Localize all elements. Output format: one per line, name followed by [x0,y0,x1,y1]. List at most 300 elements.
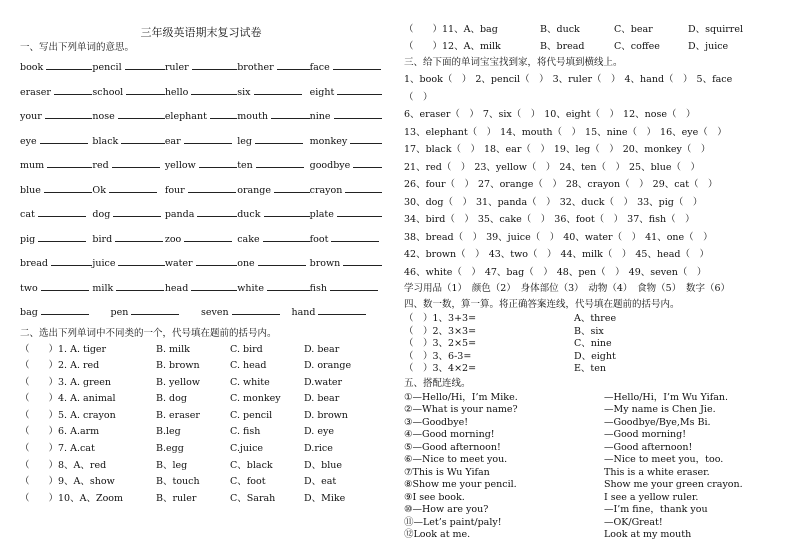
sort-item[interactable]: 45、head（ ） [635,249,709,261]
match-left[interactable]: ⑧Show me your pencil. [404,479,517,491]
choice-option: B. milk [156,343,190,355]
word-cell [237,203,309,228]
word-cell [165,179,237,204]
math-question[interactable]: （ ）3、6-3= [404,350,472,362]
choice-option: 4. A. animal [58,393,116,405]
section5-heading: 五、搭配连线。 [404,377,471,389]
word: six [237,86,251,98]
word: cake [237,233,260,245]
answer-blank[interactable] [318,303,366,315]
answer-paren[interactable]: （ ） [20,343,59,355]
word-cell [310,252,382,277]
word-cell [310,56,382,81]
answer-blank[interactable] [38,205,86,217]
answer-blank[interactable] [121,132,165,144]
answer-blank[interactable] [191,83,237,95]
match-right[interactable]: Look at my mouth [604,529,692,541]
word: white [237,282,264,294]
word: ten [237,160,253,171]
section2-heading: 二、选出下列单词中不同类的一个，代号填在题前的括号内。 [20,327,277,339]
match-row [404,504,784,517]
match-right[interactable]: —OK/Great! [604,516,663,528]
choice-option: D. eye [304,426,334,438]
answer-blank[interactable] [197,205,237,217]
word: brown [309,258,341,269]
answer-blank[interactable] [126,83,165,95]
word-row [20,130,382,155]
word: blue [20,184,41,196]
answer-blank[interactable] [277,58,310,70]
word: duck [237,209,261,220]
word-cell [92,81,164,106]
sort-item[interactable]: 7、six（ ） [482,109,541,121]
match-row [404,392,784,405]
word-row [20,203,382,228]
word: elephant [164,111,207,122]
answer-paren[interactable]: （ ） [20,376,59,388]
word: mouth [237,111,269,122]
answer-blank[interactable] [337,205,382,217]
word-cell [20,179,92,204]
sort-item[interactable]: 40、water（ ） [563,231,642,243]
sort-row [404,246,784,264]
choice-option: C. head [230,360,267,372]
section2-list [20,342,382,508]
word: pencil [92,62,122,73]
answer-blank[interactable] [196,254,238,266]
answer-blank[interactable] [331,230,379,242]
sort-item[interactable]: 5、face [696,74,733,86]
sort-row [404,124,784,142]
choice-option: 2. A. red [58,360,100,372]
choice-option: C、Sarah [230,492,276,504]
word: one [237,258,255,269]
word: ear [164,135,181,147]
choice-option: B. yellow [156,376,200,388]
word: black [92,135,119,147]
word: brother [237,62,274,73]
word: pig [20,233,36,245]
answer-paren[interactable]: （ ） [20,492,59,504]
match-right[interactable]: —Hello/Hi，I’m Wu Yifan. [604,391,729,403]
choice-option: D、Mike [304,492,346,504]
math-answer[interactable]: A、three [574,313,617,325]
word: face [309,62,330,73]
match-row [404,404,784,417]
match-row [404,479,784,492]
sort-item[interactable]: 18、ear（ ） [483,144,550,156]
choice-option: B.leg [156,426,181,438]
word: bag [20,307,38,318]
match-left[interactable]: ②—What is your name? [404,404,518,416]
sort-item[interactable]: 14、mouth（ ） [500,126,582,138]
word-cell [310,228,382,253]
math-row [404,326,784,339]
word-cell [310,130,382,155]
answer-blank[interactable] [118,254,164,266]
answer-paren[interactable]: （ ） [20,426,59,438]
section1-word-list [20,56,382,326]
choice-option: C. pencil [230,409,273,421]
word-cell [92,203,164,228]
word-cell [20,81,92,106]
answer-blank[interactable] [191,279,237,291]
sort-item[interactable]: 36、foot（ ） [554,214,624,226]
sort-item[interactable]: 15、nine（ ） [585,126,657,138]
match-right[interactable]: —Nice to meet you，too. [604,454,724,466]
word: school [92,86,124,98]
word-cell [165,56,237,81]
sort-item[interactable]: 33、pig（ ） [637,196,703,208]
answer-blank[interactable] [343,254,382,266]
word-cell [310,105,382,130]
math-answer[interactable]: E、ten [574,363,606,375]
word-cell [165,203,237,228]
answer-blank[interactable] [210,107,237,119]
word: ruler [164,62,189,73]
math-answer[interactable]: C、nine [574,338,612,350]
match-right[interactable]: —I’m fine，thank you [604,504,708,516]
answer-blank[interactable] [264,205,310,217]
math-answer[interactable]: B、six [574,325,604,337]
answer-paren[interactable]: （ ） [20,476,59,488]
match-right[interactable]: This is a white eraser. [604,466,710,478]
word: your [20,111,42,122]
answer-blank[interactable] [345,181,382,193]
word-cell [92,56,164,81]
choice-option: B. brown [156,360,200,372]
choice-option: 11、A、bag [442,24,498,35]
answer-blank[interactable] [46,58,92,70]
match-left[interactable]: ⑪—Let’s paint/paly! [404,516,502,528]
match-left[interactable]: ④—Good morning! [404,429,495,441]
word-cell [237,228,309,253]
word: cat [20,209,35,220]
answer-paren[interactable]: （ ） [20,360,59,372]
sort-row [404,141,784,159]
sort-item[interactable]: 28、crayon（ ） [565,179,649,191]
sort-item[interactable]: 13、elephant（ ） [404,126,497,138]
word: bread [20,258,48,269]
sort-item[interactable]: 44、milk（ ） [560,249,632,261]
word: crayon [309,184,343,196]
sort-item[interactable]: 46、white（ ） [404,266,481,278]
word-cell [237,154,309,179]
word-cell [292,301,383,326]
match-right[interactable]: —Good afternoon! [604,441,693,453]
word-cell [92,179,164,204]
match-left[interactable]: ⑥—Nice to meet you. [404,454,508,466]
answer-blank[interactable] [113,205,161,217]
match-left[interactable]: ⑫Look at me. [404,529,471,541]
choice-row [20,358,382,375]
answer-blank[interactable] [330,279,378,291]
sort-item[interactable]: 37、fish（ ） [627,214,695,226]
word: book [20,62,44,73]
answer-blank[interactable] [333,58,381,70]
answer-blank[interactable] [45,107,93,119]
choice-option: D、squirrel [688,24,743,35]
word-cell [20,203,92,228]
choice-row [20,474,382,491]
word-cell [237,105,309,130]
word: seven [201,307,229,318]
math-row [404,363,784,376]
word-cell [20,130,92,155]
choice-option: 8、A、red [58,459,107,471]
math-row [404,338,784,351]
sort-item[interactable]: 39、juice（ ） [486,231,560,243]
sort-item[interactable]: 32、duck（ ） [559,196,634,208]
answer-blank[interactable] [125,58,165,70]
word-cell [92,228,164,253]
match-row [404,529,784,542]
sort-item[interactable]: 38、bread（ ） [404,231,483,243]
sort-item[interactable]: 26、four（ ） [404,179,474,191]
sort-item[interactable]: 19、leg（ ） [553,144,619,156]
word-row [20,252,382,277]
choice-row [404,22,784,39]
math-row [404,351,784,364]
sort-item[interactable]: 31、panda（ ） [475,196,556,208]
word: nine [309,111,331,122]
answer-blank[interactable] [116,279,164,291]
sort-item[interactable]: 30、dog（ ） [404,196,472,208]
sort-item[interactable]: 49、seven（ ） [628,266,707,278]
match-left[interactable]: ⑦This is Wu Yifan [404,466,490,478]
word: panda [164,209,195,220]
word: plate [309,209,334,220]
word-row [20,179,382,204]
sort-item[interactable]: 1、book（ ） [404,74,472,86]
choice-option: D. orange [304,360,352,372]
answer-blank[interactable] [334,107,382,119]
answer-blank[interactable] [232,303,280,315]
sort-item[interactable]: 6、eraser（ ） [404,109,479,121]
math-question[interactable]: （ ）3、2×5= [404,338,477,350]
sort-item[interactable]: 42、brown（ ） [404,249,485,261]
word-cell [237,130,309,155]
sort-item[interactable]: 25、blue（ ） [629,161,700,173]
sort-item[interactable]: 4、hand（ ） [624,74,693,86]
choice-option: 10、A、Zoom [58,492,124,504]
word-row [20,277,382,302]
choice-option: 7. A.cat [58,443,95,455]
answer-blank[interactable] [115,230,163,242]
word: red [92,160,109,171]
answer-paren[interactable]: （ ） [20,393,59,405]
answer-blank[interactable] [263,230,310,242]
sort-item[interactable]: 16、eye（ ） [660,126,727,138]
match-left[interactable]: ⑤—Good afternoon! [404,441,501,453]
answer-blank[interactable] [109,181,157,193]
math-row [404,313,784,326]
word: bird [92,233,113,245]
answer-blank[interactable] [267,279,310,291]
section2-list-continued [404,22,784,55]
answer-blank[interactable] [131,303,179,315]
sort-item[interactable]: 23、yellow（ ） [474,161,556,173]
sort-item[interactable]: 12、nose（ ） [623,109,696,121]
word-cell [92,130,164,155]
answer-blank[interactable] [258,254,306,266]
choice-option: D. bear [304,343,340,355]
math-question[interactable]: （ ）2、3×3= [404,325,477,337]
sort-item[interactable]: 41、one（ ） [645,231,713,243]
word: eight [309,86,335,98]
left-column [20,0,382,507]
choice-option: D、eat [304,476,337,488]
word-cell [20,56,92,81]
choice-option: 1. A. tiger [58,343,107,355]
answer-paren[interactable]: （ ） [404,40,443,52]
answer-blank[interactable] [255,132,303,144]
word: eraser [20,86,51,98]
sort-item[interactable]: 24、ten（ ） [559,161,626,173]
choice-option: 3. A. green [58,376,111,388]
choice-row [20,408,382,425]
answer-blank[interactable] [184,132,232,144]
match-row [404,454,784,467]
match-left[interactable]: ①—Hello/Hi，I’m Mike. [404,391,518,403]
sort-item[interactable]: 35、cake（ ） [477,214,551,226]
sort-item[interactable]: 34、bird（ ） [404,214,474,226]
match-right[interactable]: Show me your green crayon. [604,479,743,491]
word-cell [310,154,382,179]
word: yellow [164,160,196,171]
sort-item[interactable]: 17、black（ ） [404,144,480,156]
word-cell [310,203,382,228]
word-cell [165,154,237,179]
section5-list [404,392,784,542]
word-cell [237,81,309,106]
answer-blank[interactable] [188,181,236,193]
word-cell [20,301,111,326]
answer-blank[interactable] [274,181,310,193]
choice-option: C. white [230,376,270,388]
choice-row [20,342,382,359]
word-cell [237,56,309,81]
answer-blank[interactable] [41,303,89,315]
sort-row [404,211,784,229]
word-cell [20,252,92,277]
sort-item[interactable]: 2、pencil（ ） [475,74,549,86]
word: leg [237,135,252,147]
sort-item[interactable]: 29、cat（ ） [652,179,718,191]
sort-row [404,229,784,247]
choice-row [20,441,382,458]
answer-blank[interactable] [353,156,382,168]
answer-blank[interactable] [54,83,93,95]
word-cell [165,81,237,106]
word: pen [110,307,129,318]
math-answer[interactable]: D、eight [574,350,616,362]
sort-item[interactable]: 3、ruler（ ） [552,74,621,86]
answer-blank[interactable] [51,254,92,266]
answer-blank[interactable] [40,132,88,144]
answer-blank[interactable] [271,107,310,119]
sort-item[interactable]: 48、pen（ ） [556,266,625,278]
word-cell [92,105,164,130]
math-question[interactable]: （ ）3、4×2= [404,363,477,375]
choice-row [20,491,382,508]
answer-paren[interactable]: （ ） [404,24,443,35]
choice-option: D.rice [304,443,333,455]
word-row [20,154,382,179]
answer-blank[interactable] [44,181,92,193]
word-row [20,228,382,253]
answer-blank[interactable] [112,156,160,168]
match-right[interactable]: I see a yellow ruler. [604,491,699,503]
answer-paren[interactable]: （ ） [20,443,59,455]
answer-blank[interactable] [118,107,165,119]
answer-blank[interactable] [192,58,238,70]
sort-item[interactable]: （ ） [404,91,433,103]
word-cell [237,277,309,302]
match-left[interactable]: ⑩—How are you? [404,504,489,516]
answer-paren[interactable]: （ ） [20,409,59,421]
match-right[interactable]: —Goodbye/Bye,Ms Bi. [604,416,711,428]
section1-heading: 一、写出下列单词的意思。 [20,42,135,53]
answer-blank[interactable] [337,83,382,95]
choice-option: B、duck [540,24,580,35]
answer-blank[interactable] [38,230,86,242]
choice-option: B、bread [540,40,585,52]
word-row [20,81,382,106]
choice-row [20,375,382,392]
answer-blank[interactable] [47,156,92,168]
sort-row [404,89,784,107]
answer-blank[interactable] [254,83,302,95]
answer-blank[interactable] [199,156,237,168]
match-left[interactable]: ⑨I see book. [404,491,465,503]
choice-option: B、ruler [156,492,197,504]
word-cell [92,154,164,179]
sort-item[interactable]: 10、eight（ ） [544,109,620,121]
sort-item[interactable]: 43、two（ ） [488,249,557,261]
word-row [20,56,382,81]
sort-item[interactable]: 21、red（ ） [404,161,471,173]
choice-option: 9、A、show [58,476,115,488]
word-cell [310,179,382,204]
answer-blank[interactable] [256,156,304,168]
choice-option: 12、A、milk [442,40,501,52]
choice-option: D、blue [304,459,342,471]
word-cell [20,228,92,253]
word: Ok [92,184,106,196]
choice-option: D. bear [304,393,340,405]
answer-blank[interactable] [350,132,382,144]
sort-item[interactable]: 27、orange（ ） [477,179,562,191]
answer-blank[interactable] [41,279,89,291]
word: monkey [309,135,348,147]
math-question[interactable]: （ ）1、3+3= [404,313,477,325]
sort-item[interactable]: 20、monkey（ ） [622,144,711,156]
match-right[interactable]: —Good morning! [604,429,687,441]
choice-option: D. brown [304,409,348,421]
section4-list [404,313,784,376]
match-left[interactable]: ③—Goodbye! [404,416,469,428]
word-cell [20,105,92,130]
page-title: 三年级英语期末复习试卷 [140,26,262,39]
sort-item[interactable]: 47、bag（ ） [484,266,553,278]
match-row [404,492,784,505]
match-right[interactable]: —My name is Chen Jie. [604,404,716,416]
word: foot [309,233,329,245]
choice-option: C、bear [614,24,653,35]
answer-paren[interactable]: （ ） [20,459,59,471]
answer-blank[interactable] [184,230,232,242]
